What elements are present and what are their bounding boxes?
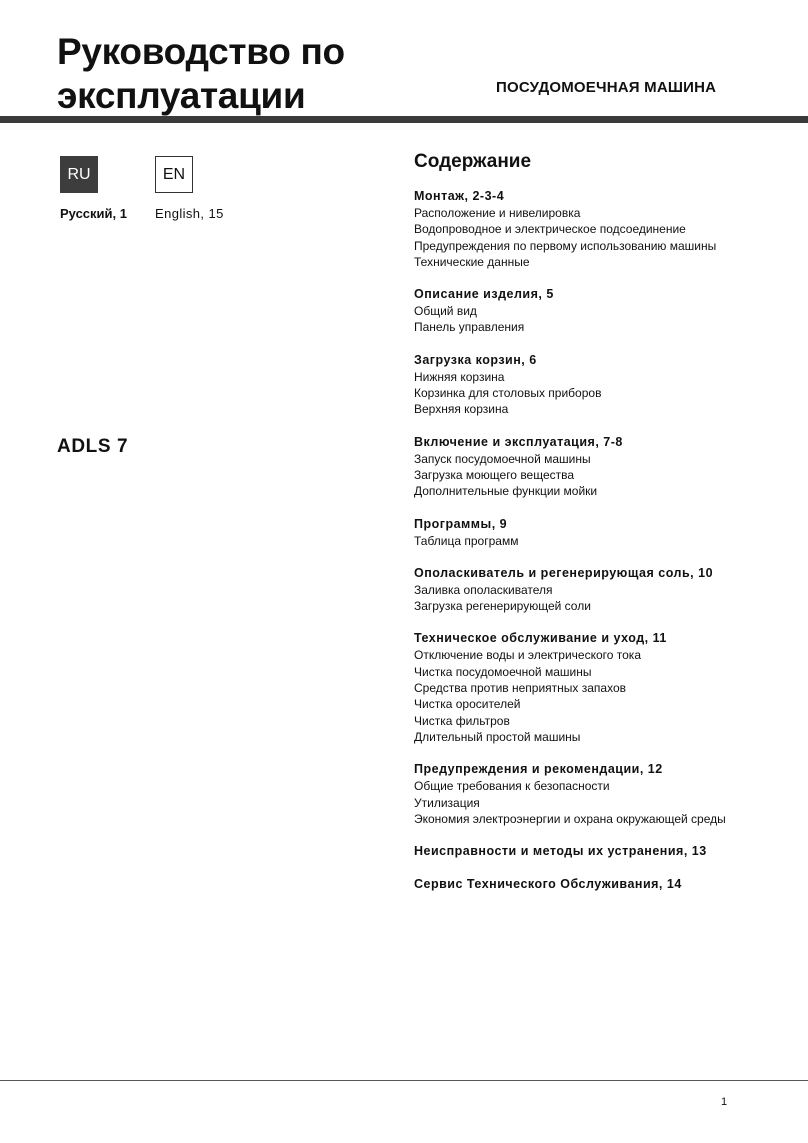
language-badge-ru[interactable]: RU <box>60 156 98 193</box>
toc-section <box>414 434 794 500</box>
toc-entry[interactable]: Таблица программ <box>414 533 519 548</box>
toc-entry[interactable]: Водопроводное и электрическое подсоединение <box>414 222 686 237</box>
toc-entry[interactable]: Общие требования к безопасности <box>414 779 610 794</box>
toc-entry[interactable]: Утилизация <box>414 795 480 810</box>
toc-entry[interactable]: Панель управления <box>414 320 525 335</box>
toc-section <box>414 286 794 336</box>
toc-section-heading[interactable]: Ополаскиватель и регенерирующая соль, 10 <box>414 565 714 580</box>
toc-entry[interactable]: Предупреждения по первому использованию машины <box>414 238 717 253</box>
toc-entry[interactable]: Корзинка для столовых приборов <box>414 386 602 401</box>
toc-entry[interactable]: Дополнительные функции мойки <box>414 484 598 499</box>
language-badge-en[interactable]: EN <box>155 156 193 193</box>
toc-entry[interactable]: Экономия электроэнергии и охрана окружающей среды <box>414 811 726 826</box>
language-caption-ru: Русский, 1 <box>60 206 127 221</box>
toc-entry[interactable]: Чистка фильтров <box>414 713 510 728</box>
language-caption-en: English, 15 <box>155 206 224 221</box>
toc-entry[interactable]: Загрузка моющего вещества <box>414 467 575 482</box>
toc-entry[interactable]: Запуск посудомоечной машины <box>414 451 591 466</box>
toc-section <box>414 843 794 860</box>
toc-section-heading[interactable]: Описание изделия, 5 <box>414 287 554 302</box>
toc-section <box>414 630 794 745</box>
toc-section-heading[interactable]: Предупреждения и рекомендации, 12 <box>414 762 663 777</box>
toc-entry[interactable]: Технические данные <box>414 254 530 269</box>
toc-entry[interactable]: Отключение воды и электрического тока <box>414 648 641 663</box>
document-title <box>57 30 345 118</box>
toc-entry[interactable]: Общий вид <box>414 304 477 319</box>
toc-section-heading[interactable]: Техническое обслуживание и уход, 11 <box>414 631 667 646</box>
toc-entry[interactable]: Расположение и нивелировка <box>414 206 581 220</box>
table-of-contents <box>414 150 794 909</box>
contents-sections <box>414 188 794 893</box>
title-line-2: эксплуатации <box>57 75 306 116</box>
page-number: 1 <box>721 1096 728 1108</box>
toc-section <box>414 188 794 270</box>
toc-section <box>414 516 794 549</box>
toc-section-heading[interactable]: Сервис Технического Обслуживания, 14 <box>414 877 682 892</box>
toc-section-heading[interactable]: Программы, 9 <box>414 516 508 531</box>
toc-section-heading[interactable]: Монтаж, 2-3-4 <box>414 189 505 203</box>
toc-section-heading[interactable]: Включение и эксплуатация, 7-8 <box>414 434 623 449</box>
toc-section <box>414 761 794 827</box>
toc-section-heading[interactable]: Неисправности и методы их устранения, 13 <box>414 844 707 859</box>
toc-section-heading[interactable]: Загрузка корзин, 6 <box>414 352 537 367</box>
title-line-1: Руководство по <box>57 31 345 72</box>
toc-entry[interactable]: Заливка ополаскивателя <box>414 582 553 597</box>
toc-section <box>414 876 794 893</box>
toc-entry[interactable]: Нижняя корзина <box>414 369 505 384</box>
model-name: ADLS 7 <box>57 436 129 457</box>
footer-divider <box>0 1080 808 1081</box>
toc-entry[interactable]: Чистка посудомоечной машины <box>414 664 592 679</box>
toc-entry[interactable]: Загрузка регенерирующей соли <box>414 599 591 614</box>
toc-entry[interactable]: Средства против неприятных запахов <box>414 681 627 696</box>
header-divider <box>0 116 808 123</box>
toc-entry[interactable]: Верхняя корзина <box>414 402 509 417</box>
toc-entry[interactable]: Длительный простой машины <box>414 729 581 744</box>
toc-section <box>414 565 794 615</box>
toc-section <box>414 352 794 418</box>
contents-title: Содержание <box>414 151 532 172</box>
product-type: ПОСУДОМОЕЧНАЯ МАШИНА <box>496 79 717 96</box>
toc-entry[interactable]: Чистка оросителей <box>414 697 521 712</box>
